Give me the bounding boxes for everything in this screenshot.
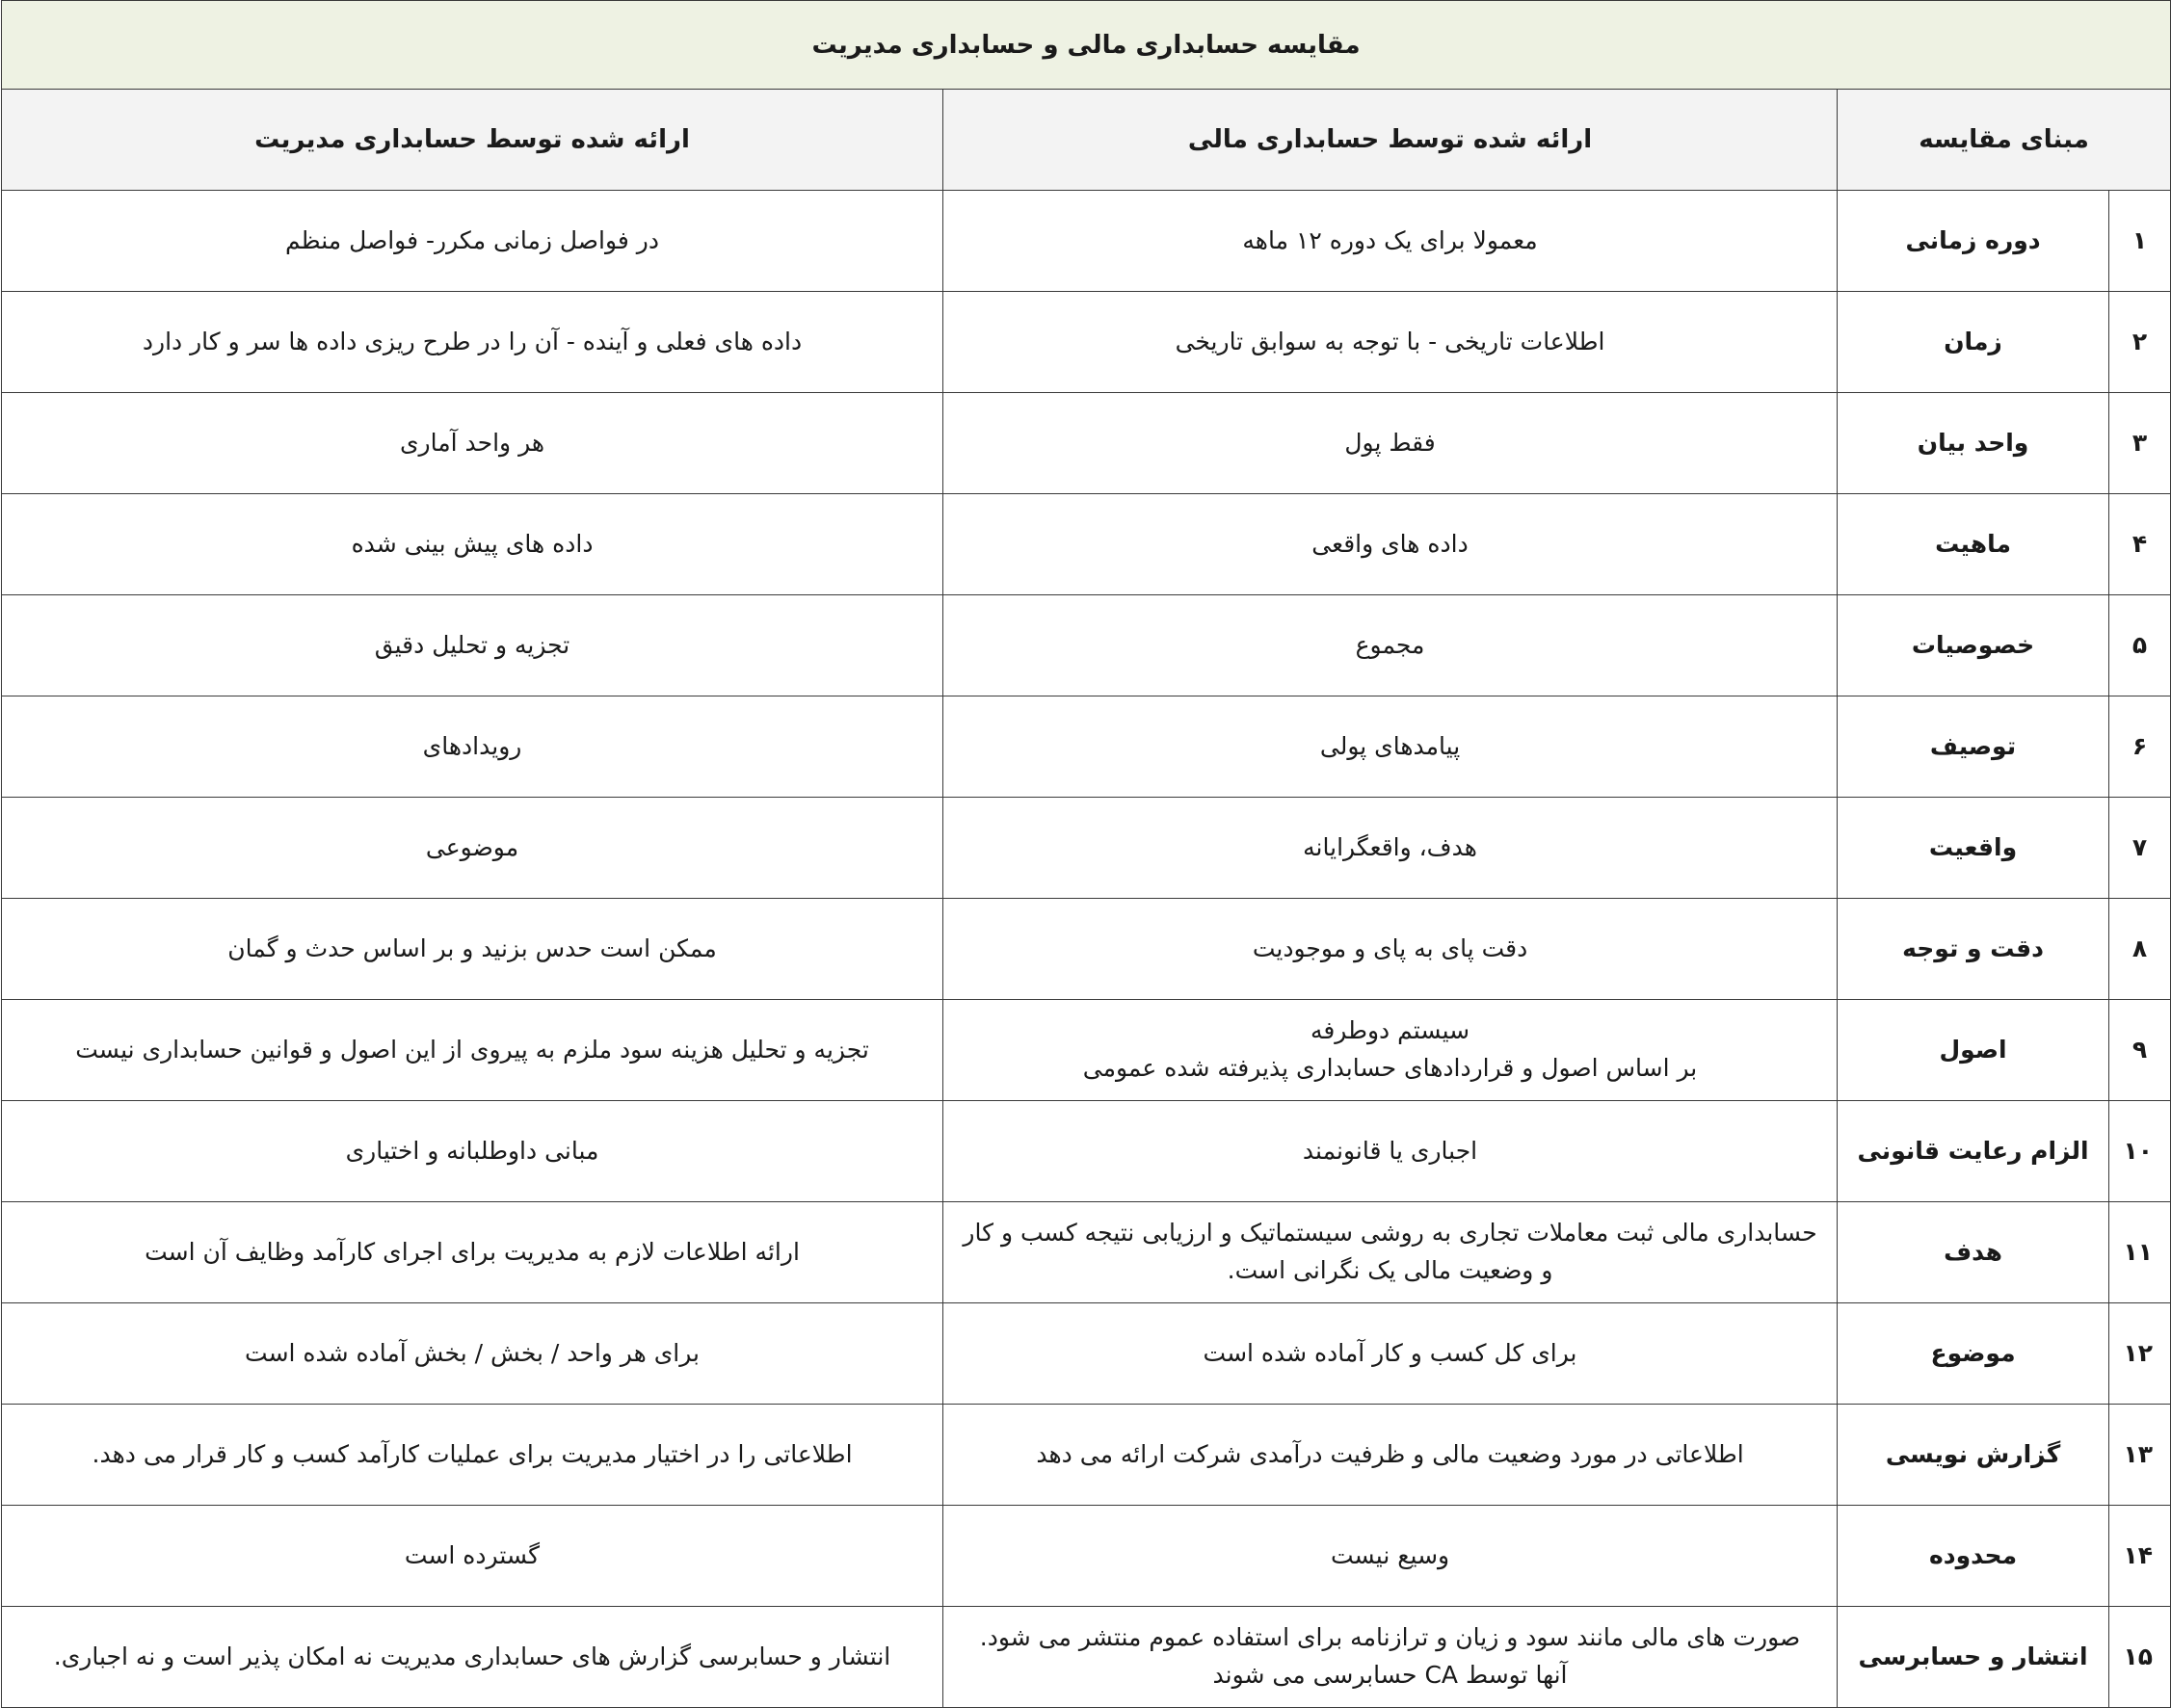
row-management: انتشار و حسابرسی گزارش های حسابداری مدیریت نه امکان پذیر است و نه اجباری. — [2, 1607, 943, 1708]
header-management: ارائه شده توسط حسابداری مدیریت — [2, 90, 943, 191]
table-row — [2, 595, 2171, 696]
row-basis: زمان — [1838, 292, 2109, 393]
row-management: موضوعی — [2, 798, 943, 899]
row-financial: برای کل کسب و کار آماده شده است — [943, 1303, 1838, 1405]
row-basis: دقت و توجه — [1838, 899, 2109, 1000]
table-row — [2, 1000, 2171, 1101]
row-basis: گزارش نویسی — [1838, 1405, 2109, 1506]
row-financial: صورت های مالی مانند سود و زیان و ترازنامه برای استفاده عموم منتشر می شود. آنها توسط CA حسابرسی می شوند — [943, 1607, 1838, 1708]
row-number: ۱۰ — [2109, 1101, 2171, 1202]
table-row — [2, 1101, 2171, 1202]
row-management: ممکن است حدس بزنید و بر اساس حدث و گمان — [2, 899, 943, 1000]
table-row — [2, 494, 2171, 595]
row-basis: ماهیت — [1838, 494, 2109, 595]
row-basis: خصوصیات — [1838, 595, 2109, 696]
row-number: ۶ — [2109, 696, 2171, 798]
row-financial: دقت پای به پای و موجودیت — [943, 899, 1838, 1000]
table-row — [2, 292, 2171, 393]
row-number: ۱۱ — [2109, 1202, 2171, 1303]
header-row — [2, 90, 2171, 191]
row-management: مبانی داوطلبانه و اختیاری — [2, 1101, 943, 1202]
table-row — [2, 393, 2171, 494]
row-financial: حسابداری مالی ثبت معاملات تجاری به روشی سیستماتیک و ارزیابی نتیجه کسب و کار و وضعیت مالی یک نگرانی است. — [943, 1202, 1838, 1303]
table-row — [2, 696, 2171, 798]
row-financial: اجباری یا قانونمند — [943, 1101, 1838, 1202]
table-row — [2, 1607, 2171, 1708]
row-number: ۹ — [2109, 1000, 2171, 1101]
row-financial-line-1: سیستم دوطرفه — [1310, 1016, 1470, 1045]
table-row — [2, 1506, 2171, 1607]
table-row — [2, 1303, 2171, 1405]
row-basis: محدوده — [1838, 1506, 2109, 1607]
row-management: تجزیه و تحلیل هزینه سود ملزم به پیروی از این اصول و قوانین حسابداری نیست — [2, 1000, 943, 1101]
row-management: ارائه اطلاعات لازم به مدیریت برای اجرای کارآمد وظایف آن است — [2, 1202, 943, 1303]
row-basis: انتشار و حسابرسی — [1838, 1607, 2109, 1708]
row-number: ۱۳ — [2109, 1405, 2171, 1506]
title-row — [2, 1, 2171, 90]
row-financial: داده های واقعی — [943, 494, 1838, 595]
row-basis: توصیف — [1838, 696, 2109, 798]
row-financial: پیامدهای پولی — [943, 696, 1838, 798]
row-financial-line-2: بر اساس اصول و قراردادهای حسابداری پذیرفته شده عمومی — [1082, 1054, 1698, 1082]
row-number: ۱۲ — [2109, 1303, 2171, 1405]
table-row — [2, 899, 2171, 1000]
row-number: ۳ — [2109, 393, 2171, 494]
row-management: هر واحد آماری — [2, 393, 943, 494]
table-row — [2, 798, 2171, 899]
row-management: داده های پیش بینی شده — [2, 494, 943, 595]
row-basis: هدف — [1838, 1202, 2109, 1303]
row-financial: مجموع — [943, 595, 1838, 696]
row-number: ۱۵ — [2109, 1607, 2171, 1708]
table-title: مقایسه حسابداری مالی و حسابداری مدیریت — [2, 1, 2171, 90]
row-management: رویدادهای — [2, 696, 943, 798]
row-number: ۴ — [2109, 494, 2171, 595]
row-basis: اصول — [1838, 1000, 2109, 1101]
row-management: برای هر واحد / بخش / بخش آماده شده است — [2, 1303, 943, 1405]
row-management: داده های فعلی و آینده - آن را در طرح ریزی داده ها سر و کار دارد — [2, 292, 943, 393]
row-management: اطلاعاتی را در اختیار مدیریت برای عملیات کارآمد کسب و کار قرار می دهد. — [2, 1405, 943, 1506]
comparison-table — [1, 0, 2171, 1708]
row-financial: معمولا برای یک دوره ۱۲ ماهه — [943, 191, 1838, 292]
row-financial: اطلاعات تاریخی - با توجه به سوابق تاریخی — [943, 292, 1838, 393]
row-number: ۷ — [2109, 798, 2171, 899]
row-management: در فواصل زمانی مکرر- فواصل منظم — [2, 191, 943, 292]
row-basis: واحد بیان — [1838, 393, 2109, 494]
row-number: ۲ — [2109, 292, 2171, 393]
table-row — [2, 1202, 2171, 1303]
row-management: تجزیه و تحلیل دقیق — [2, 595, 943, 696]
row-number: ۱۴ — [2109, 1506, 2171, 1607]
row-number: ۱ — [2109, 191, 2171, 292]
row-basis: دوره زمانی — [1838, 191, 2109, 292]
row-financial: اطلاعاتی در مورد وضعیت مالی و ظرفیت درآمدی شرکت ارائه می دهد — [943, 1405, 1838, 1506]
row-basis: موضوع — [1838, 1303, 2109, 1405]
row-management: گسترده است — [2, 1506, 943, 1607]
row-financial: هدف، واقعگرایانه — [943, 798, 1838, 899]
row-number: ۵ — [2109, 595, 2171, 696]
row-financial — [943, 1000, 1838, 1101]
header-financial: ارائه شده توسط حسابداری مالی — [943, 90, 1838, 191]
row-financial: فقط پول — [943, 393, 1838, 494]
header-basis: مبنای مقایسه — [1838, 90, 2171, 191]
row-financial: وسیع نیست — [943, 1506, 1838, 1607]
row-basis: الزام رعایت قانونی — [1838, 1101, 2109, 1202]
row-basis: واقعیت — [1838, 798, 2109, 899]
table-row — [2, 1405, 2171, 1506]
table-row — [2, 191, 2171, 292]
row-number: ۸ — [2109, 899, 2171, 1000]
